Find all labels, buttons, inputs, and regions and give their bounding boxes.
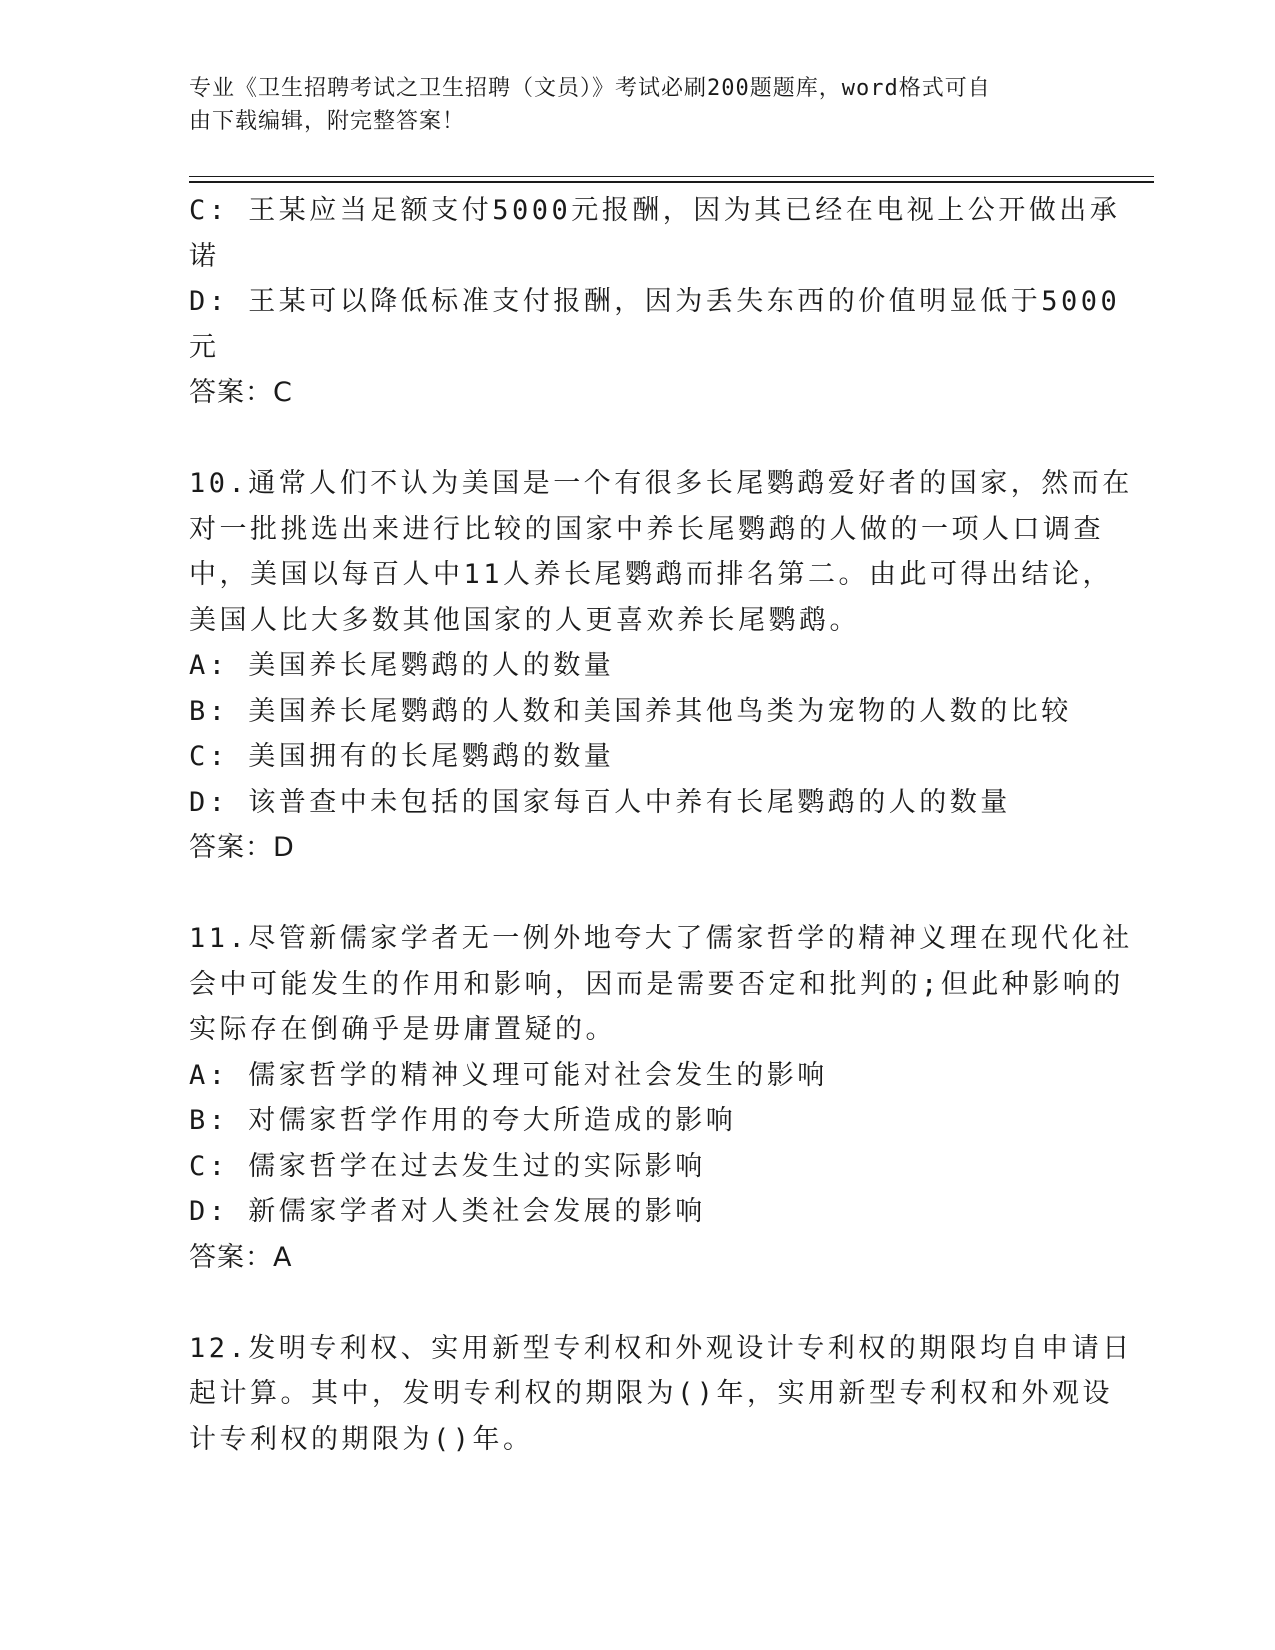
header-rule-thin xyxy=(189,176,1154,177)
header-title-line-1: 专业《卫生招聘考试之卫生招聘（文员）》考试必刷200题题库，word格式可自 xyxy=(189,76,991,101)
answer-label: 答案：C xyxy=(189,377,293,408)
question-stem-line: 中，美国以每百人中11人养长尾鹦鹉而排名第二。由此可得出结论， xyxy=(189,559,1114,590)
document-header xyxy=(189,72,1069,138)
header-title-line-2: 由下载编辑，附完整答案！ xyxy=(189,109,466,134)
answer-label: 答案：D xyxy=(189,832,295,863)
question-spacer xyxy=(189,1280,1089,1326)
question-spacer xyxy=(189,871,1089,917)
option-d-line-2: 元 xyxy=(189,331,220,363)
option-d-line-1: D: 王某可以降低标准支付报酬，因为丢失东西的价值明显低于5000 xyxy=(189,286,1121,317)
question-9-tail xyxy=(189,188,1121,416)
question-stem-line: 10.通常人们不认为美国是一个有很多长尾鹦鹉爱好者的国家，然而在 xyxy=(189,468,1133,499)
question-stem-line: 会中可能发生的作用和影响，因而是需要否定和批判的;但此种影响的 xyxy=(189,968,1124,1000)
question-stem-line: 计专利权的期限为()年。 xyxy=(189,1423,534,1455)
option-b: B: 美国养长尾鹦鹉的人数和美国养其他鸟类为宠物的人数的比较 xyxy=(189,695,1072,727)
question-stem-line: 实际存在倒确乎是毋庸置疑的。 xyxy=(189,1014,616,1045)
question-stem-line: 起计算。其中，发明专利权的期限为()年，实用新型专利权和外观设 xyxy=(189,1378,1114,1409)
question-stem-line: 12.发明专利权、实用新型专利权和外观设计专利权的期限均自申请日 xyxy=(189,1332,1133,1364)
option-d: D: 该普查中未包括的国家每百人中养有长尾鹦鹉的人的数量 xyxy=(189,786,1011,818)
question-stem-line: 11.尽管新儒家学者无一例外地夸大了儒家哲学的精神义理在现代化社 xyxy=(189,923,1133,954)
option-a: A: 美国养长尾鹦鹉的人的数量 xyxy=(189,650,615,681)
option-b: B: 对儒家哲学作用的夸大所造成的影响 xyxy=(189,1105,737,1136)
option-d: D: 新儒家学者对人类社会发展的影响 xyxy=(189,1196,706,1227)
document-body xyxy=(189,188,1133,1462)
option-c-line-2: 诺 xyxy=(189,240,220,272)
question-11 xyxy=(189,916,1133,1280)
question-stem-line: 对一批挑选出来进行比较的国家中养长尾鹦鹉的人做的一项人口调查 xyxy=(189,513,1104,545)
option-a: A: 儒家哲学的精神义理可能对社会发生的影响 xyxy=(189,1059,828,1091)
option-c: C: 儒家哲学在过去发生过的实际影响 xyxy=(189,1150,706,1182)
option-c-line-1: C: 王某应当足额支付5000元报酬，因为其已经在电视上公开做出承 xyxy=(189,195,1121,226)
answer-label: 答案：A xyxy=(189,1241,293,1273)
option-c: C: 美国拥有的长尾鹦鹉的数量 xyxy=(189,741,615,772)
question-12 xyxy=(189,1326,1133,1463)
question-spacer xyxy=(189,416,1089,462)
question-stem-line: 美国人比大多数其他国家的人更喜欢养长尾鹦鹉。 xyxy=(189,604,860,636)
header-rule-thick xyxy=(189,181,1154,183)
question-10 xyxy=(189,461,1133,871)
